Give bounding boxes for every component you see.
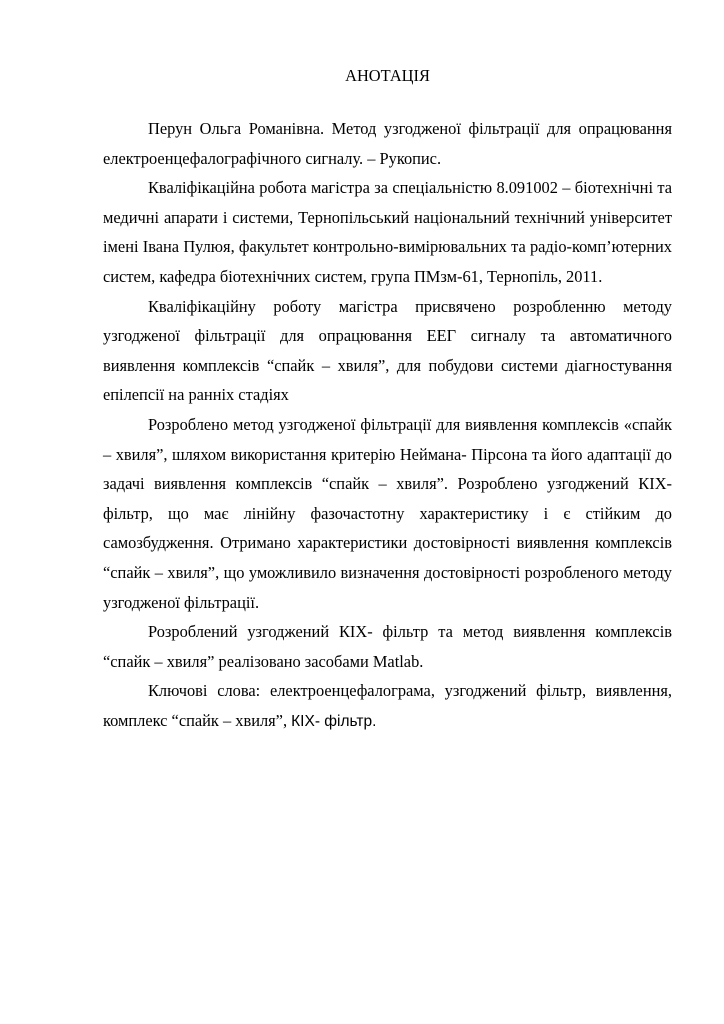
paragraph-results: Розроблено метод узгодженої фільтрації для виявлення комплексів «спайк – хвиля”, шляхом використання критерію Неймана- Пірсона та його адаптації до задачі виявлення комплексів “спайк – хвиля”. Розроблено узгоджений КІХ- фільтр, що має лінійну фазочастотну характеристику і є стійким до самозбудження. Отримано характеристики достовірності виявлення комплексів “спайк – хвиля”, що уможливило визначення достовірності розробленого методу узгодженої фільтрації. [103,414,672,612]
document-body [103,61,672,736]
paragraph-qualification: Кваліфікаційна робота магістра за спеціальністю 8.091002 – біотехнічні та медичні апарати і системи, Тернопільський національний технічний університет імені Івана Пулюя, факультет контрольно-вимірювальних та радіо-комп’ютерних систем, кафедра біотехнічних систем, група ПМзм-61, Тернопіль, 2011. [103,178,672,286]
paragraph-keywords [103,676,672,736]
paragraph-implementation: Розроблений узгоджений КІХ- фільтр та метод виявлення комплексів “спайк – хвиля” реалізовано засобами Matlab. [103,622,672,671]
paragraph-purpose: Кваліфікаційну роботу магістра присвячено розробленню методу узгодженої фільтрації для опрацювання ЕЕГ сигналу та автоматичного виявлення комплексів “спайк – хвиля”, для побудови системи діагностування епілепсії на ранніх стадіях [103,296,672,405]
page-title: АНОТАЦІЯ [345,66,430,85]
keywords-tail: КІХ- фільтр. [291,712,377,730]
keywords-text: Ключові слова: електроенцефалограма, узгоджений фільтр, виявлення, комплекс “спайк – хвиля”, [103,681,672,730]
paragraph-author: Перун Ольга Романівна. Метод узгодженої фільтрації для опрацювання електроенцефалографічного сигналу. – Рукопис. [103,119,672,168]
